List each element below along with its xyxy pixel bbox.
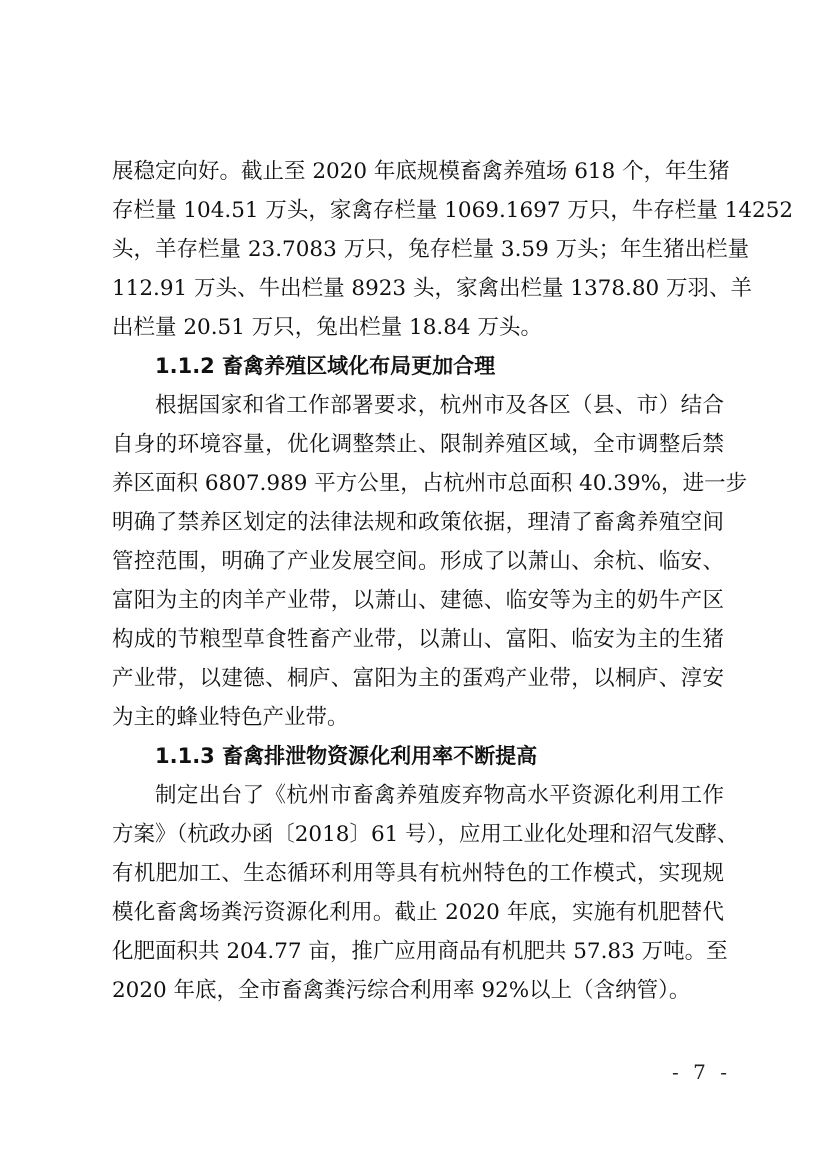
paragraph-line: 2020 年底，全市畜禽粪污综合利用率 92%以上（含纳管）。: [112, 978, 691, 1003]
document-body: [112, 152, 794, 1010]
paragraph-line: 112.91 万头、牛出栏量 8923 头，家禽出栏量 1378.80 万羽、羊: [112, 276, 753, 301]
paragraph-line: 头，羊存栏量 23.7083 万只，兔存栏量 3.59 万头；年生猪出栏量: [112, 237, 750, 262]
paragraph-line: 自身的环境容量，优化调整禁止、限制养殖区域，全市调整后禁: [112, 432, 724, 457]
paragraph-line: 构成的节粮型草食牲畜产业带，以萧山、富阳、临安为主的生猪: [112, 627, 724, 652]
paragraph-line: 明确了禁养区划定的法律法规和政策依据，理清了畜禽养殖空间: [112, 510, 724, 535]
paragraph-line: 管控范围，明确了产业发展空间。形成了以萧山、余杭、临安、: [112, 549, 724, 574]
paragraph-line: 富阳为主的肉羊产业带，以萧山、建德、临安等为主的奶牛产区: [112, 588, 724, 613]
paragraph-line: 为主的蜂业特色产业带。: [112, 705, 349, 730]
paragraph-line: 模化畜禽场粪污资源化利用。截止 2020 年底，实施有机肥替代: [112, 900, 724, 925]
paragraph-line: 出栏量 20.51 万只，兔出栏量 18.84 万头。: [112, 315, 542, 340]
paragraph-line: 方案》（杭政办函〔2018〕61 号），应用工业化处理和沼气发酵、: [112, 822, 739, 847]
section-heading: 1.1.2 畜禽养殖区域化布局更加合理: [155, 354, 496, 378]
paragraph-line: 化肥面积共 204.77 亩，推广应用商品有机肥共 57.83 万吨。至: [112, 939, 728, 964]
section-heading: 1.1.3 畜禽排泄物资源化利用率不断提高: [155, 744, 538, 768]
paragraph-line: 养区面积 6807.989 平方公里，占杭州市总面积 40.39%，进一步: [112, 471, 748, 496]
paragraph-line: 根据国家和省工作部署要求，杭州市及各区（县、市）结合: [155, 393, 724, 418]
page-number: - 7 -: [672, 1060, 731, 1084]
paragraph-line: 存栏量 104.51 万头，家禽存栏量 1069.1697 万只，牛存栏量 14252: [112, 198, 794, 223]
paragraph-line: 有机肥加工、生态循环利用等具有杭州特色的工作模式，实现规: [112, 861, 724, 886]
paragraph-line: 展稳定向好。截止至 2020 年底规模畜禽养殖场 618 个，年生猪: [112, 159, 730, 184]
paragraph-line: 制定出台了《杭州市畜禽养殖废弃物高水平资源化利用工作: [155, 783, 724, 808]
paragraph-line: 产业带，以建德、桐庐、富阳为主的蛋鸡产业带，以桐庐、淳安: [112, 666, 724, 691]
